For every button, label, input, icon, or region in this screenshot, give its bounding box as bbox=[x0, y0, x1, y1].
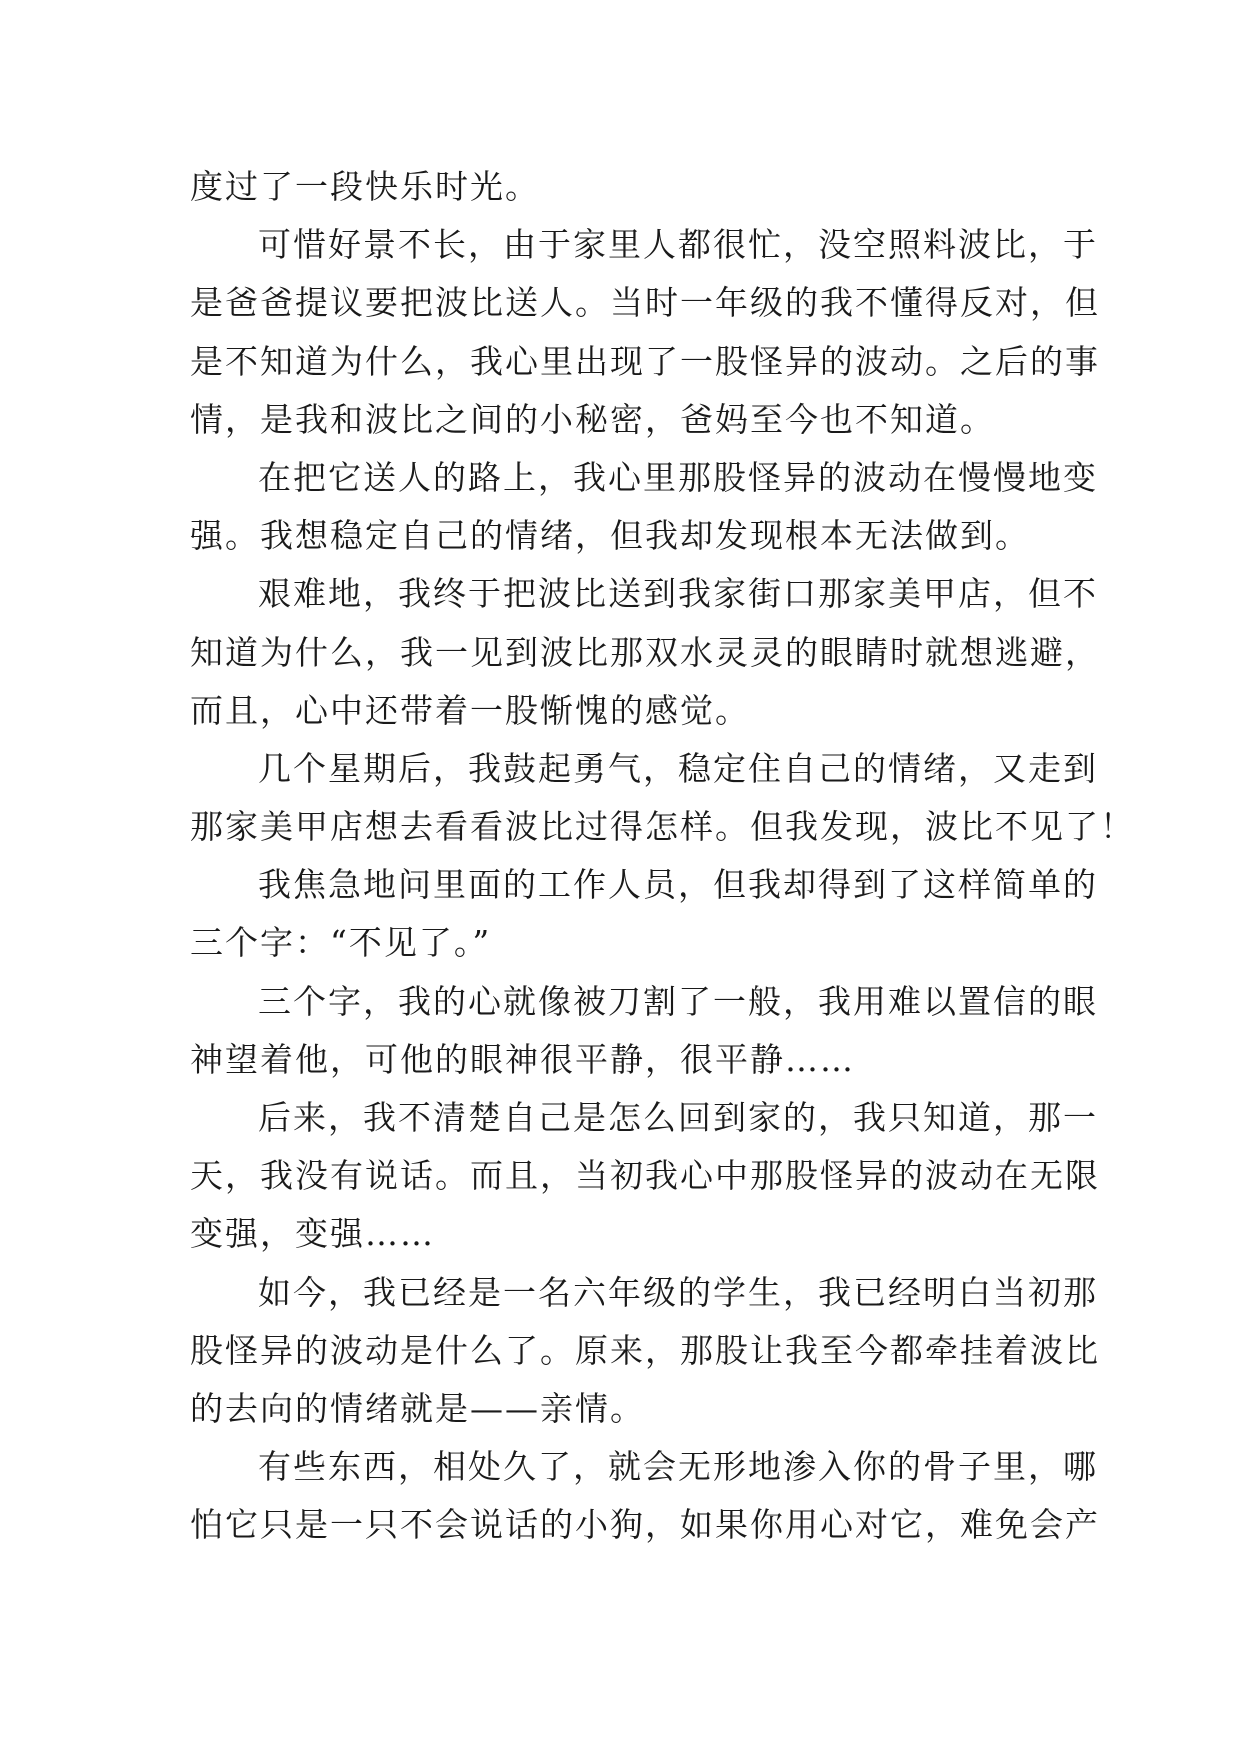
paragraph-first-line: 艰难地，我终于把波比送到我家街口那家美甲店，但不 bbox=[258, 574, 1098, 614]
paragraph-first-line: 我焦急地问里面的工作人员，但我却得到了这样简单的 bbox=[258, 865, 1098, 905]
text-line: 知道为什么，我一见到波比那双水灵灵的眼睛时就想逃避， bbox=[190, 632, 1100, 672]
paragraph-first-line: 三个字，我的心就像被刀割了一般，我用难以置信的眼 bbox=[258, 981, 1098, 1021]
text-line: 那家美甲店想去看看波比过得怎样。但我发现，波比不见了！ bbox=[190, 807, 1135, 847]
paragraph-first-line: 在把它送人的路上，我心里那股怪异的波动在慢慢地变 bbox=[258, 457, 1098, 497]
paragraph-first-line: 后来，我不清楚自己是怎么回到家的，我只知道，那一 bbox=[258, 1098, 1098, 1137]
text-line: 而且，心中还带着一股惭愧的感觉。 bbox=[190, 690, 750, 730]
text-line: 怕它只是一只不会说话的小狗，如果你用心对它，难免会产 bbox=[190, 1505, 1100, 1545]
text-line: 情，是我和波比之间的小秘密，爸妈至今也不知道。 bbox=[190, 399, 995, 439]
text-line: 度过了一段快乐时光。 bbox=[190, 167, 540, 206]
text-line: 变强，变强…… bbox=[190, 1214, 435, 1254]
text-line: 强。我想稳定自己的情绪，但我却发现根本无法做到。 bbox=[190, 516, 1030, 556]
paragraph-first-line: 有些东西，相处久了，就会无形地渗入你的骨子里，哪 bbox=[258, 1447, 1098, 1487]
paragraph-first-line: 几个星期后，我鼓起勇气，稳定住自己的情绪，又走到 bbox=[258, 748, 1098, 788]
text-line: 三个字：“不见了。” bbox=[190, 923, 492, 963]
text-line: 是不知道为什么，我心里出现了一股怪异的波动。之后的事 bbox=[190, 341, 1100, 381]
text-line: 天，我没有说话。而且，当初我心中那股怪异的波动在无限 bbox=[190, 1156, 1100, 1196]
text-line: 是爸爸提议要把波比送人。当时一年级的我不懂得反对，但 bbox=[190, 283, 1100, 323]
text-line: 的去向的情绪就是——亲情。 bbox=[190, 1388, 645, 1428]
essay-body bbox=[190, 158, 1135, 1555]
paragraph-first-line: 如今，我已经是一名六年级的学生，我已经明白当初那 bbox=[258, 1272, 1098, 1312]
text-line: 股怪异的波动是什么了。原来，那股让我至今都牵挂着波比 bbox=[190, 1330, 1100, 1370]
paragraph-first-line: 可惜好景不长，由于家里人都很忙，没空照料波比，于 bbox=[258, 225, 1098, 265]
text-line: 神望着他，可他的眼神很平静，很平静…… bbox=[190, 1039, 855, 1079]
